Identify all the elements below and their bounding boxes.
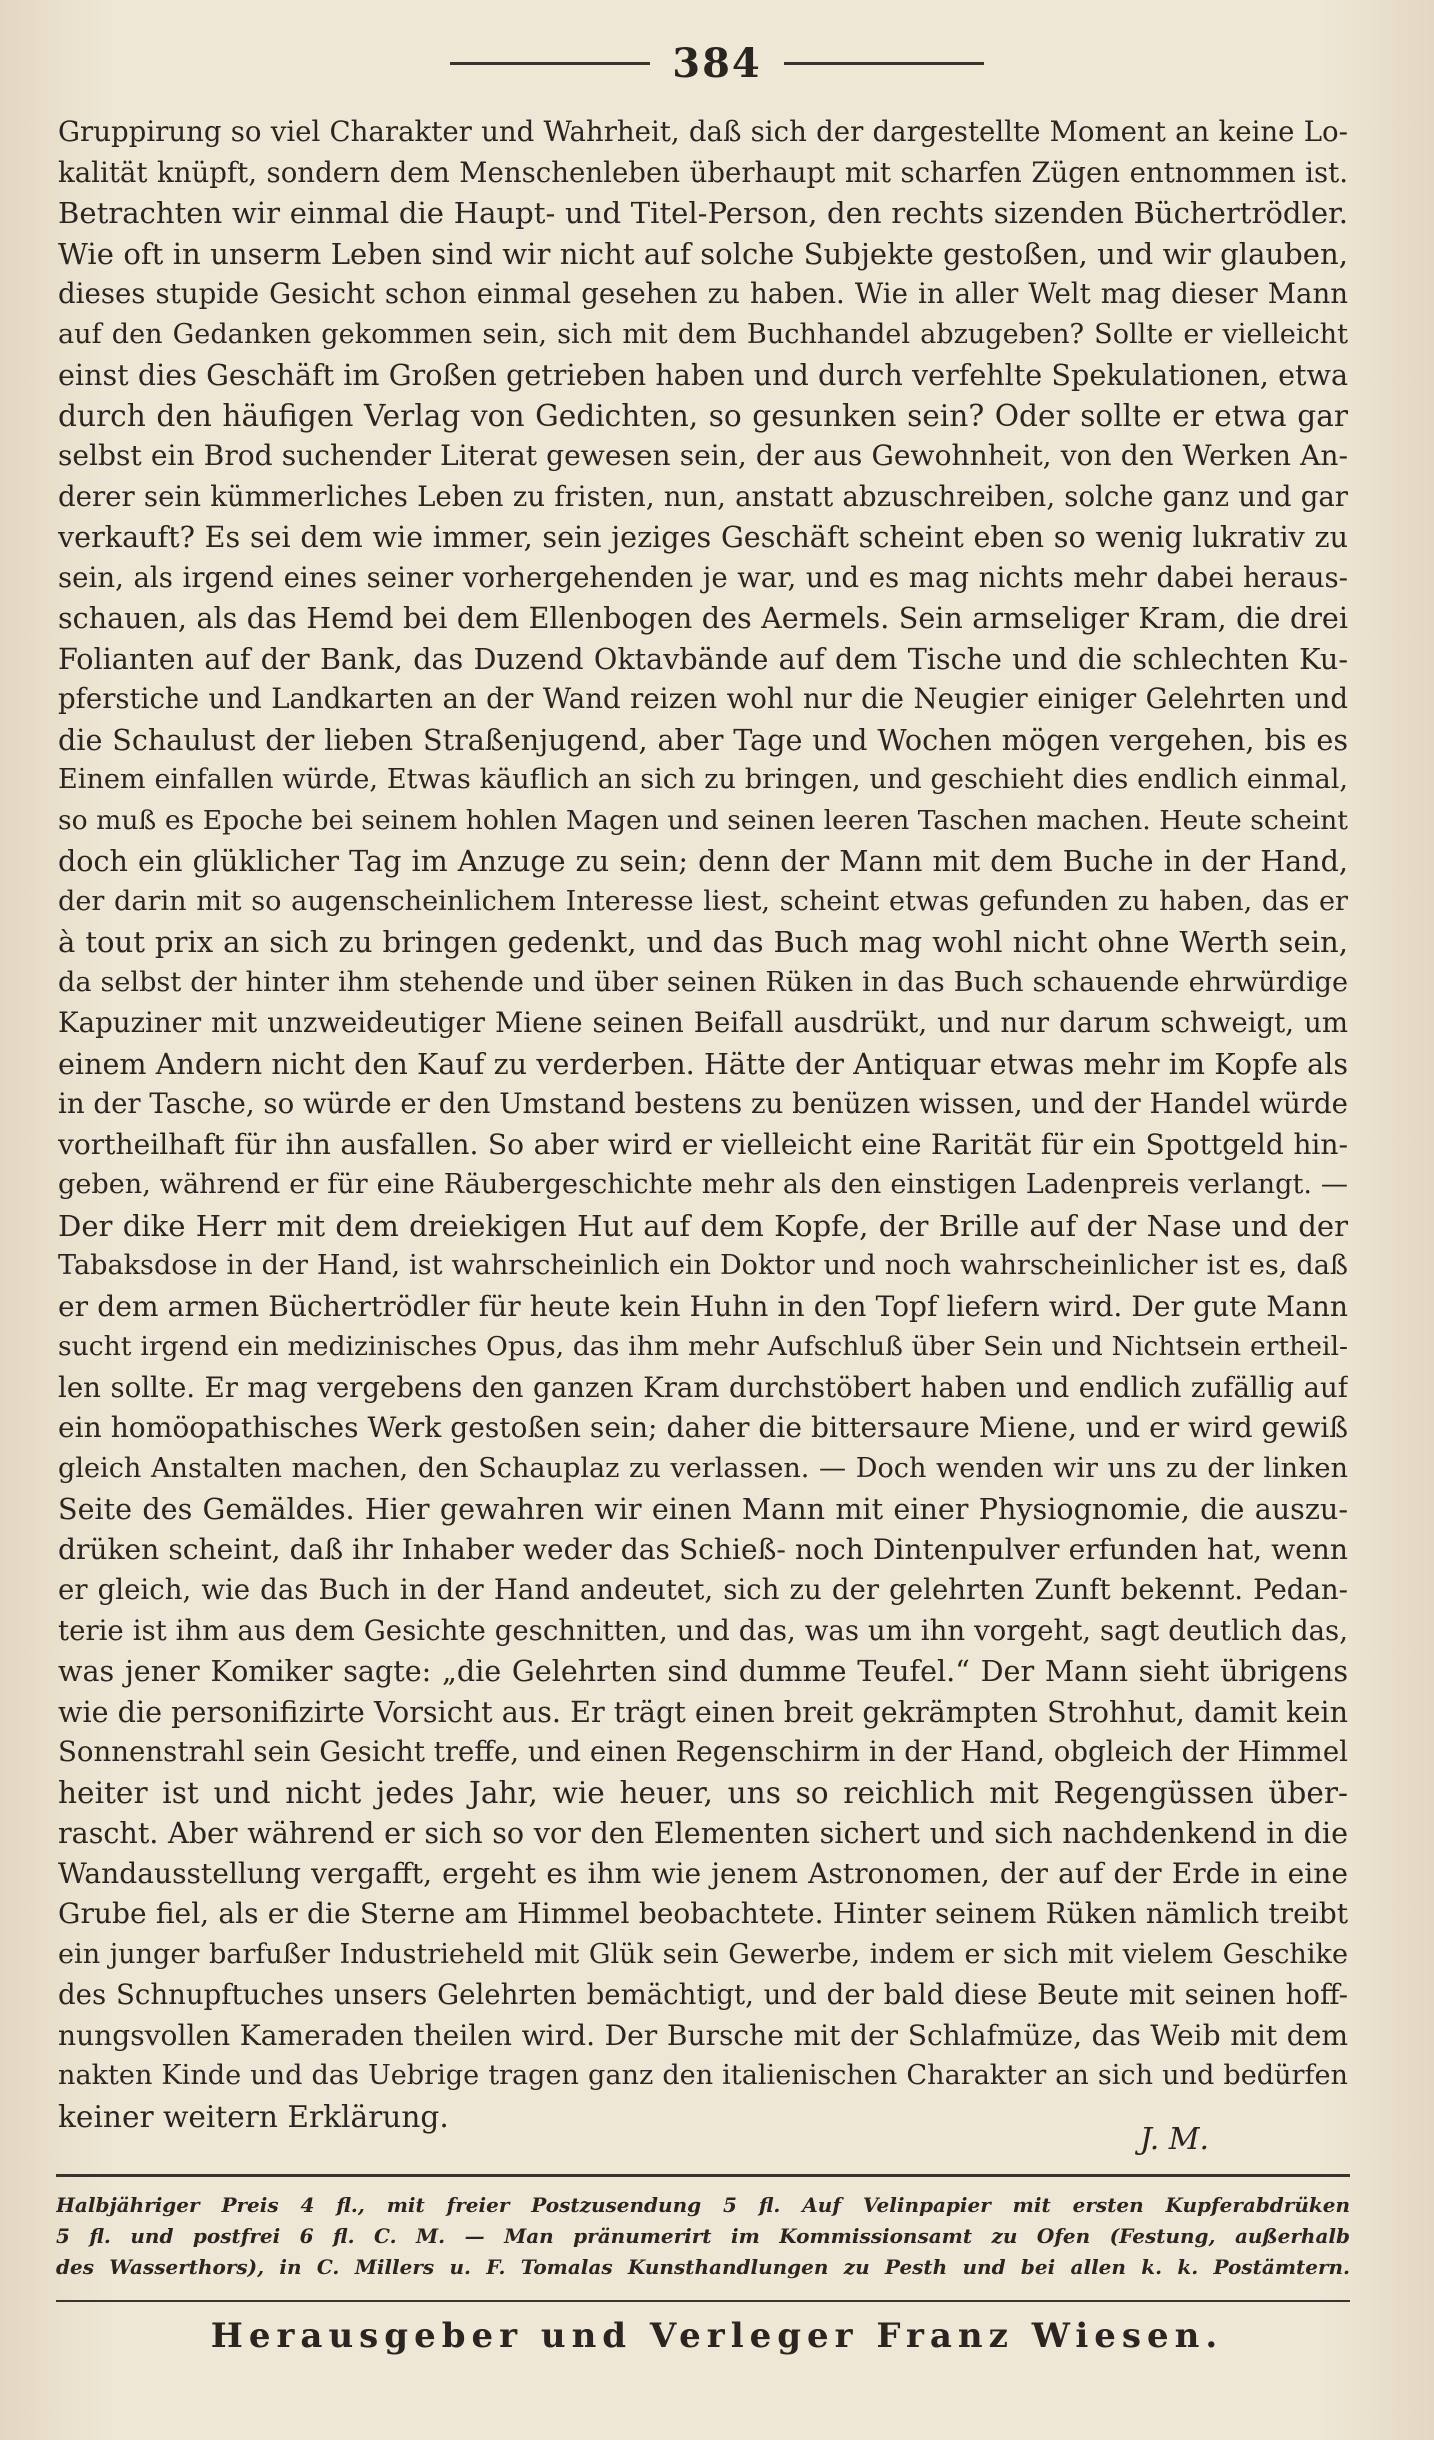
footer-divider (56, 2174, 1350, 2177)
notice-line: 5 fl. und postfrei 6 fl. C. M. — Man pränumerirt im Kommissionsamt zu Ofen (Festung, außerhalb (56, 2224, 1350, 2248)
text-line: pferstiche und Landkarten an der Wand reizen wohl nur die Neugier einiger Gelehrten und (58, 682, 1348, 715)
text-line: Folianten auf der Bank, das Duzend Oktavbände auf dem Tische und die schlechten Ku- (58, 641, 1348, 676)
text-line: selbst ein Brod suchender Literat gewesen sein, der aus Gewohnheit, von den Werken An- (58, 439, 1348, 472)
page-header (0, 40, 1434, 87)
header-rule-right (784, 62, 984, 65)
text-line: dieses stupide Gesicht schon einmal gesehen zu haben. Wie in aller Welt mag dieser Mann (58, 277, 1348, 310)
text-line: keiner weitern Erklärung. (58, 2099, 449, 2134)
text-line: kalität knüpft, sondern dem Menschenleben überhaupt mit scharfen Zügen entnommen ist. (58, 155, 1348, 189)
text-line: er dem armen Büchertrödler für heute kein Huhn in den Topf liefern wird. Der gute Mann (58, 1289, 1348, 1323)
text-line: Kapuziner mit unzweideutiger Miene seinen Beifall ausdrükt, und nur darum schweigt, um (58, 1006, 1348, 1039)
text-line: Wandausstellung vergafft, ergeht es ihm wie jenem Astronomen, der auf der Erde in eine (58, 1856, 1348, 1890)
text-line: nungsvollen Kameraden theilen wird. Der Bursche mit der Schlafmüze, das Weib mit dem (58, 2018, 1348, 2052)
text-line: sein, als irgend eines seiner vorhergehenden je war, und es mag nichts mehr dabei heraus- (58, 560, 1348, 594)
text-line: vortheilhaft für ihn ausfallen. So aber wird er vielleicht eine Rarität für ein Spottgeld hin- (58, 1127, 1348, 1161)
text-line: à tout prix an sich zu bringen gedenkt, und das Buch mag wohl nicht ohne Werth sein, (58, 925, 1348, 959)
text-line: einem Andern nicht den Kauf zu verderben. Hätte der Antiquar etwas mehr im Kopfe als (58, 1046, 1348, 1081)
text-line: Seite des Gemäldes. Hier gewahren wir einen Mann mit einer Physiognomie, die auszu- (58, 1492, 1348, 1526)
text-line: wie die personifizirte Vorsicht aus. Er trägt einen breit gekrämpten Strohhut, damit kein (58, 1694, 1348, 1729)
publisher-imprint: Herausgeber und Verleger Franz Wiesen. (210, 2316, 1224, 2356)
text-line: er gleich, wie das Buch in der Hand andeutet, sich zu der gelehrten Zunft bekennt. Pedan- (58, 1573, 1348, 1606)
text-line: Sonnenstrahl sein Gesicht treffe, und einen Regenschirm in der Hand, obgleich der Himmel (58, 1735, 1348, 1768)
text-line: Grube fiel, als er die Sterne am Himmel beobachtete. Hinter seinem Rüken nämlich treibt (58, 1897, 1348, 1930)
text-line: durch den häufigen Verlag von Gedichten, so gesunken sein? Oder sollte er etwa gar (58, 398, 1348, 433)
text-line: rascht. Aber während er sich so vor den Elementen sichert und sich nachdenkend in die (58, 1816, 1348, 1850)
footer-divider-2 (56, 2300, 1350, 2302)
text-line: schauen, als das Hemd bei dem Ellenbogen des Aermels. Sein armseliger Kram, die drei (58, 601, 1348, 635)
text-line: der darin mit so augenscheinlichem Interesse liest, scheint etwas gefunden zu haben, das er (58, 885, 1348, 917)
text-line: drüken scheint, daß ihr Inhaber weder das Schieß- noch Dintenpulver erfunden hat, wenn (58, 1532, 1348, 1566)
text-line: Betrachten wir einmal die Haupt- und Titel-Person, den rechts sizenden Büchertrödler. (58, 196, 1348, 230)
text-line: ein junger barfußer Industrieheld mit Glük sein Gewerbe, indem er sich mit vielem Geschike (58, 1938, 1348, 1970)
text-line: auf den Gedanken gekommen sein, sich mit dem Buchhandel abzugeben? Sollte er vielleicht (58, 318, 1348, 350)
text-line: so muß es Epoche bei seinem hohlen Magen und seinen leeren Taschen machen. Heute scheint (58, 804, 1348, 836)
text-line: len sollte. Er mag vergebens den ganzen Kram durchstöbert haben und endlich zufällig auf (58, 1370, 1348, 1404)
text-line: die Schaulust der lieben Straßenjugend, aber Tage und Wochen mögen vergehen, bis es (58, 722, 1348, 757)
author-signature: J. M. (1140, 2122, 1210, 2157)
text-line: gleich Anstalten machen, den Schauplaz zu verlassen. — Doch wenden wir uns zu der linken (58, 1452, 1348, 1484)
text-line: heiter ist und nicht jedes Jahr, wie heuer, uns so reichlich mit Regengüssen über- (58, 1775, 1348, 1810)
text-line: geben, während er für eine Räubergeschichte mehr als den einstigen Ladenpreis verlangt. — (58, 1169, 1348, 1200)
text-line: einst dies Geschäft im Großen getrieben haben und durch verfehlte Spekulationen, etwa (58, 358, 1348, 392)
text-line: was jener Komiker sagte: „die Gelehrten sind dumme Teufel.“ Der Mann sieht übrigens (58, 1654, 1348, 1688)
text-line: des Schnupftuches unsers Gelehrten bemächtigt, und der bald diese Beute mit seinen hoff- (58, 1978, 1348, 2011)
text-line: doch ein glüklicher Tag im Anzuge zu sein; denn der Mann mit dem Buche in der Hand, (58, 844, 1348, 878)
subscription-notice (56, 2190, 1350, 2283)
text-line: Gruppirung so viel Charakter und Wahrheit, daß sich der dargestellte Moment an keine Lo- (58, 115, 1348, 148)
text-line: Wie oft in unserm Leben sind wir nicht auf solche Subjekte gestoßen, und wir glauben, (58, 236, 1348, 271)
article-body (58, 112, 1348, 2137)
text-line: Tabaksdose in der Hand, ist wahrscheinlich ein Doktor und noch wahrscheinlicher ist es, daß (58, 1250, 1348, 1281)
text-line: da selbst der hinter ihm stehende und über seinen Rüken in das Buch schauende ehrwürdige (58, 966, 1348, 998)
text-line: sucht irgend ein medizinisches Opus, das ihm mehr Aufschluß über Sein und Nichtsein ertheil- (58, 1331, 1348, 1362)
text-line: nakten Kinde und das Uebrige tragen ganz den italienischen Charakter an sich und bedürfen (58, 2060, 1348, 2091)
text-line: Einem einfallen würde, Etwas käuflich an sich zu bringen, und geschieht dies endlich einmal, (58, 764, 1348, 795)
text-line: Der dike Herr mit dem dreiekigen Hut auf dem Kopfe, der Brille auf der Nase und der (58, 1208, 1348, 1243)
header-rule-left (450, 62, 650, 65)
notice-line: Halbjähriger Preis 4 fl., mit freier Postzusendung 5 fl. Auf Velinpapier mit ersten Kupferabdrüken (56, 2193, 1350, 2217)
text-line: ein homöopathisches Werk gestoßen sein; daher die bittersaure Miene, und er wird gewiß (58, 1411, 1348, 1444)
text-line: derer sein kümmerliches Leben zu fristen, nun, anstatt abzuschreiben, solche ganz und gar (58, 479, 1348, 513)
text-line: terie ist ihm aus dem Gesichte geschnitten, und das, was um ihn vorgeht, sagt deutlich das, (58, 1613, 1348, 1647)
text-line: verkauft? Es sei dem wie immer, sein jeziges Geschäft scheint eben so wenig lukrativ zu (58, 520, 1348, 554)
notice-line: des Wasserthors), in C. Millers u. F. Tomalas Kunsthandlungen zu Pesth und bei allen k. k. Postämtern. (56, 2255, 1350, 2279)
text-line: in der Tasche, so würde er den Umstand bestens zu benüzen wissen, und der Handel würde (58, 1087, 1348, 1120)
page-number: 384 (672, 40, 762, 87)
